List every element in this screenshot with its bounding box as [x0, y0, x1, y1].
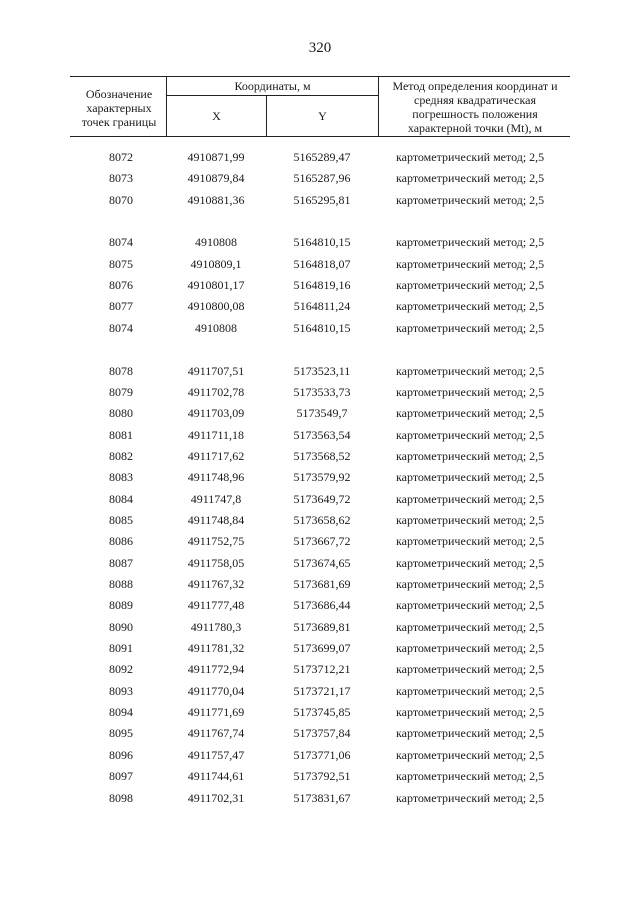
- x-coordinate-cell: 4911702,31: [187, 790, 245, 805]
- y-coordinate-cell: 5164810,15: [293, 235, 351, 250]
- table-row: [0, 299, 640, 320]
- y-coordinate-cell: 5173533,73: [293, 384, 351, 399]
- point-id-cell: 8073: [109, 171, 133, 186]
- x-coordinate-cell: 4910881,36: [187, 192, 245, 207]
- table-row: [0, 150, 640, 171]
- table-row: [0, 449, 640, 470]
- method-cell: картометрический метод; 2,5: [396, 683, 545, 698]
- y-coordinate-cell: 5164819,16: [293, 278, 351, 293]
- x-coordinate-cell: 4911757,47: [187, 747, 245, 762]
- method-cell: картометрический метод; 2,5: [396, 641, 545, 656]
- table-row: [0, 385, 640, 406]
- point-id-cell: 8078: [109, 363, 133, 378]
- method-cell: картометрический метод; 2,5: [396, 598, 545, 613]
- point-id-cell: 8081: [109, 427, 133, 442]
- method-cell: картометрический метод; 2,5: [396, 299, 545, 314]
- page-number: 320: [308, 40, 332, 56]
- y-coordinate-cell: 5173686,44: [293, 598, 351, 613]
- method-cell: картометрический метод; 2,5: [396, 619, 545, 634]
- x-coordinate-cell: 4910879,84: [187, 171, 245, 186]
- x-coordinate-cell: 4911772,94: [187, 662, 245, 677]
- point-id-cell: 8072: [109, 150, 133, 164]
- x-coordinate-cell: 4910808: [195, 235, 237, 250]
- table-top-border: [70, 76, 570, 77]
- method-cell: картометрический метод; 2,5: [396, 278, 545, 293]
- x-coordinate-cell: 4910800,08: [187, 299, 245, 314]
- x-coordinate-cell: 4910808: [195, 320, 237, 335]
- point-id-cell: 8096: [109, 747, 133, 762]
- table-row: [0, 470, 640, 491]
- method-cell: картометрический метод; 2,5: [396, 320, 545, 335]
- x-coordinate-cell: 4911767,32: [187, 577, 245, 591]
- x-coordinate-cell: 4911747,8: [190, 491, 242, 506]
- method-cell: картометрический метод; 2,5: [396, 256, 545, 271]
- point-id-cell: 8095: [109, 726, 133, 741]
- x-coordinate-cell: 4911781,32: [187, 641, 245, 656]
- point-id-cell: 8083: [109, 470, 133, 485]
- header-x: X: [212, 109, 221, 123]
- x-coordinate-cell: 4911780,3: [190, 619, 242, 634]
- table-row: [0, 598, 640, 619]
- x-coordinate-cell: 4911703,09: [187, 406, 245, 421]
- y-coordinate-cell: 5173523,11: [293, 363, 351, 378]
- table-row: [0, 791, 640, 812]
- method-cell: картометрический метод; 2,5: [396, 150, 545, 164]
- y-coordinate-cell: 5173563,54: [293, 427, 351, 442]
- table-row: [0, 171, 640, 192]
- point-id-cell: 8080: [109, 406, 133, 421]
- y-coordinate-cell: 5164811,24: [293, 299, 351, 314]
- x-coordinate-cell: 4911702,78: [187, 384, 245, 399]
- table-row: [0, 641, 640, 662]
- point-id-cell: 8075: [109, 256, 133, 271]
- method-cell: картометрический метод; 2,5: [396, 705, 545, 720]
- point-id-cell: 8092: [109, 662, 133, 677]
- table-row: [0, 556, 640, 577]
- x-coordinate-cell: 4911771,69: [187, 705, 245, 720]
- method-cell: картометрический метод; 2,5: [396, 171, 545, 186]
- table-row: [0, 534, 640, 555]
- y-coordinate-cell: 5173699,07: [293, 641, 351, 656]
- y-coordinate-cell: 5173674,65: [293, 555, 351, 570]
- table-row: [0, 257, 640, 278]
- table-row: [0, 235, 640, 256]
- x-coordinate-cell: 4911770,04: [187, 683, 245, 698]
- method-cell: картометрический метод; 2,5: [396, 491, 545, 506]
- x-coordinate-cell: 4911711,18: [187, 427, 245, 442]
- point-id-cell: 8093: [109, 683, 133, 698]
- point-id-cell: 8084: [109, 491, 133, 506]
- y-coordinate-cell: 5173689,81: [293, 619, 351, 634]
- point-id-cell: 8088: [109, 577, 133, 591]
- table-row: [0, 513, 640, 534]
- point-id-cell: 8097: [109, 769, 133, 784]
- y-coordinate-cell: 5173549,7: [296, 406, 348, 421]
- point-id-cell: 8070: [109, 192, 133, 207]
- y-coordinate-cell: 5165289,47: [293, 150, 351, 164]
- y-coordinate-cell: 5173792,51: [293, 769, 351, 784]
- table-row: [0, 684, 640, 705]
- method-cell: картометрический метод; 2,5: [396, 512, 545, 527]
- y-coordinate-cell: 5173579,92: [293, 470, 351, 485]
- table-row: [0, 620, 640, 641]
- x-coordinate-cell: 4911744,61: [187, 769, 245, 784]
- table-row: [0, 662, 640, 683]
- method-cell: картометрический метод; 2,5: [396, 448, 545, 463]
- y-coordinate-cell: 5173757,84: [293, 726, 351, 741]
- x-coordinate-cell: 4910801,17: [187, 278, 245, 293]
- y-coordinate-cell: 5164810,15: [293, 320, 351, 335]
- method-cell: картометрический метод; 2,5: [396, 555, 545, 570]
- y-coordinate-cell: 5165287,96: [293, 171, 351, 186]
- x-coordinate-cell: 4911758,05: [187, 555, 245, 570]
- method-cell: картометрический метод; 2,5: [396, 192, 545, 207]
- point-id-cell: 8087: [109, 555, 133, 570]
- y-coordinate-cell: 5173831,67: [293, 790, 351, 805]
- table-header-bottom-border: [70, 136, 570, 137]
- y-coordinate-cell: 5173721,17: [293, 683, 351, 698]
- point-id-cell: 8094: [109, 705, 133, 720]
- table-row: [0, 492, 640, 513]
- method-cell: картометрический метод; 2,5: [396, 427, 545, 442]
- method-cell: картометрический метод; 2,5: [396, 790, 545, 805]
- method-cell: картометрический метод; 2,5: [396, 406, 545, 421]
- table-row: [0, 726, 640, 747]
- table-row: [0, 193, 640, 214]
- point-id-cell: 8089: [109, 598, 133, 613]
- table-row: [0, 406, 640, 427]
- y-coordinate-cell: 5173712,21: [293, 662, 351, 677]
- header-coordinates: Координаты, м: [234, 79, 311, 93]
- point-id-cell: 8090: [109, 619, 133, 634]
- column-divider: [378, 76, 379, 136]
- point-id-cell: 8074: [109, 235, 133, 250]
- method-cell: картометрический метод; 2,5: [396, 235, 545, 250]
- point-id-cell: 8074: [109, 320, 133, 335]
- method-cell: картометрический метод; 2,5: [396, 470, 545, 485]
- x-coordinate-cell: 4910871,99: [187, 150, 245, 164]
- x-coordinate-cell: 4911717,62: [187, 448, 245, 463]
- method-cell: картометрический метод; 2,5: [396, 769, 545, 784]
- point-id-cell: 8079: [109, 384, 133, 399]
- table-row: [0, 577, 640, 598]
- point-id-cell: 8077: [109, 299, 133, 314]
- method-cell: картометрический метод; 2,5: [396, 662, 545, 677]
- point-id-cell: 8082: [109, 448, 133, 463]
- header-designation: Обозначение характерных точек границы: [81, 87, 157, 129]
- y-coordinate-cell: 5173667,72: [293, 534, 351, 549]
- x-coordinate-cell: 4911748,96: [187, 470, 245, 485]
- point-id-cell: 8076: [109, 278, 133, 293]
- y-coordinate-cell: 5173649,72: [293, 491, 351, 506]
- method-cell: картометрический метод; 2,5: [396, 726, 545, 741]
- method-cell: картометрический метод; 2,5: [396, 534, 545, 549]
- table-row: [0, 748, 640, 769]
- x-coordinate-cell: 4911767,74: [187, 726, 245, 741]
- y-coordinate-cell: 5173658,62: [293, 512, 351, 527]
- table-row: [0, 278, 640, 299]
- y-coordinate-cell: 5173681,69: [293, 577, 351, 591]
- x-coordinate-cell: 4911777,48: [187, 598, 245, 613]
- method-cell: картометрический метод; 2,5: [396, 384, 545, 399]
- y-coordinate-cell: 5173771,06: [293, 747, 351, 762]
- table-row: [0, 428, 640, 449]
- method-cell: картометрический метод; 2,5: [396, 577, 545, 591]
- y-coordinate-cell: 5173745,85: [293, 705, 351, 720]
- point-id-cell: 8098: [109, 790, 133, 805]
- header-method: Метод определения координат и средняя квадратическая погрешность положения характерной точки (Mt), м: [392, 79, 558, 135]
- table-row: [0, 321, 640, 342]
- coords-subheader-rule: [167, 95, 378, 96]
- table-row: [0, 705, 640, 726]
- table-row: [0, 769, 640, 790]
- y-coordinate-cell: 5164818,07: [293, 256, 351, 271]
- x-coordinate-cell: 4911707,51: [187, 363, 245, 378]
- point-id-cell: 8086: [109, 534, 133, 549]
- x-coordinate-cell: 4911748,84: [187, 512, 245, 527]
- method-cell: картометрический метод; 2,5: [396, 363, 545, 378]
- header-y: Y: [318, 109, 327, 123]
- x-coordinate-cell: 4910809,1: [190, 256, 242, 271]
- y-coordinate-cell: 5173568,52: [293, 448, 351, 463]
- y-coordinate-cell: 5165295,81: [293, 192, 351, 207]
- table-row: [0, 364, 640, 385]
- x-coordinate-cell: 4911752,75: [187, 534, 245, 549]
- point-id-cell: 8091: [109, 641, 133, 656]
- method-cell: картометрический метод; 2,5: [396, 747, 545, 762]
- point-id-cell: 8085: [109, 512, 133, 527]
